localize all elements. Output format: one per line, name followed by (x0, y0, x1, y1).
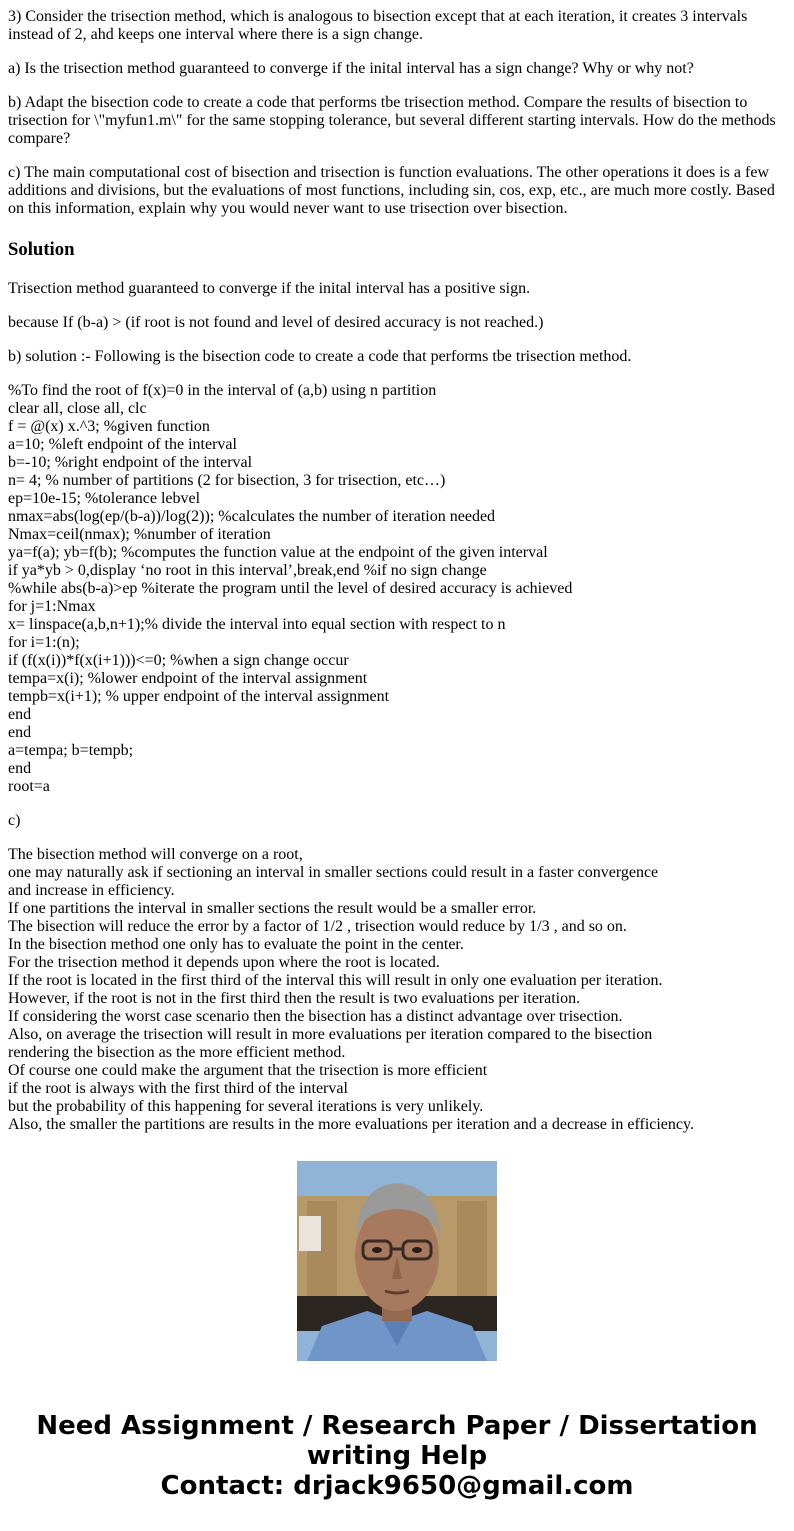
contact-banner (0, 1411, 794, 1501)
banner-contact-email: Contact: drjack9650@gmail.com (160, 1471, 634, 1501)
code-line: a=10; %left endpoint of the interval (8, 436, 237, 453)
answer-a-reason: because If (b-a) > (if root is not found and level of desired accuracy is not reached.) (8, 314, 544, 331)
code-line: if ya*yb > 0,display ‘no root in this interval’,break,end %if no sign change (8, 562, 487, 579)
answer-c-line: if the root is always with the first third of the interval (8, 1080, 348, 1097)
matlab-code-block (8, 382, 786, 796)
code-line: a=tempa; b=tempb; (8, 742, 134, 759)
question-part-a: a) Is the trisection method guaranteed to converge if the inital interval has a sign change? Why or why not? (8, 60, 694, 77)
answer-a-statement: Trisection method guaranteed to converge if the inital interval has a positive sign. (8, 280, 531, 297)
question-intro: 3) Consider the trisection method, which is analogous to bisection except that at each iteration, it creates 3 intervals instead of 2, ahd keeps one interval where there is a sign change. (8, 8, 748, 43)
code-line: end (8, 706, 32, 723)
code-line: tempa=x(i); %lower endpoint of the interval assignment (8, 670, 368, 687)
solution-heading: Solution (8, 239, 75, 260)
code-line: if (f(x(i))*f(x(i+1)))<=0; %when a sign change occur (8, 652, 349, 669)
code-line: %while abs(b-a)>ep %iterate the program until the level of desired accuracy is achieved (8, 580, 573, 597)
answer-c-line: Also, the smaller the partitions are results in the more evaluations per iteration and a decrease in efficiency. (8, 1116, 694, 1133)
answer-c-label: c) (8, 812, 21, 829)
code-line: end (8, 760, 32, 777)
question-part-b: b) Adapt the bisection code to create a code that performs tbe trisection method. Compare the results of bisection to trisection for \"myfun1.m\" for the same stopping tolerance, but several different starting intervals. How do the methods compare? (8, 94, 776, 147)
answer-c-line: Of course one could make the argument that the trisection is more efficient (8, 1062, 488, 1079)
answer-c-line: Also, on average the trisection will result in more evaluations per iteration compared to the bisection (8, 1026, 653, 1043)
answer-b-intro: b) solution :- Following is the bisection code to create a code that performs tbe trisection method. (8, 348, 632, 365)
code-line: tempb=x(i+1); % upper endpoint of the interval assignment (8, 688, 390, 705)
code-line: x= linspace(a,b,n+1);% divide the interval into equal section with respect to n (8, 616, 506, 633)
answer-c-block (8, 846, 786, 1134)
answer-c-line: If one partitions the interval in smaller sections the result would be a smaller error. (8, 900, 537, 917)
code-line: root=a (8, 778, 50, 795)
banner-line-2: writing Help (306, 1441, 488, 1471)
question-part-c: c) The main computational cost of bisection and trisection is function evaluations. The other operations it does is a few additions and divisions, but the evaluations of most functions, including sin, cos, exp, etc., are much more costly. Based on this information, explain why you would never want to use trisection over bisection. (8, 164, 775, 217)
answer-c-line: For the trisection method it depends upon where the root is located. (8, 954, 440, 971)
code-line: %To find the root of f(x)=0 in the interval of (a,b) using n partition (8, 382, 437, 399)
code-line: for j=1:Nmax (8, 598, 96, 615)
answer-c-line: In the bisection method one only has to evaluate the point in the center. (8, 936, 464, 953)
answer-c-line: but the probability of this happening for several iterations is very unlikely. (8, 1098, 484, 1115)
answer-c-line: If the root is located in the first third of the interval this will result in only one evaluation per iteration. (8, 972, 663, 989)
document-content (0, 8, 794, 1133)
code-line: n= 4; % number of partitions (2 for bisection, 3 for trisection, etc…) (8, 472, 446, 489)
answer-c-line: and increase in efficiency. (8, 882, 175, 899)
code-line: ep=10e-15; %tolerance lebvel (8, 490, 201, 507)
tutor-avatar (297, 1161, 497, 1361)
code-line: end (8, 724, 32, 741)
answer-c-line: If considering the worst case scenario then the bisection has a distinct advantage over trisection. (8, 1008, 623, 1025)
code-line: ya=f(a); yb=f(b); %computes the function value at the endpoint of the given interval (8, 544, 548, 561)
answer-c-line: The bisection method will converge on a root, (8, 846, 303, 863)
answer-c-line: However, if the root is not in the first third then the result is two evaluations per iteration. (8, 990, 581, 1007)
answer-c-line: rendering the bisection as the more efficient method. (8, 1044, 346, 1061)
person-photo-icon (297, 1161, 497, 1361)
code-line: nmax=abs(log(ep/(b-a))/log(2)); %calculates the number of iteration needed (8, 508, 496, 525)
code-line: f = @(x) x.^3; %given function (8, 418, 210, 435)
code-line: b=-10; %right endpoint of the interval (8, 454, 253, 471)
code-line: clear all, close all, clc (8, 400, 147, 417)
answer-c-line: The bisection will reduce the error by a factor of 1/2 , trisection would reduce by 1/3 , and so on. (8, 918, 627, 935)
answer-c-line: one may naturally ask if sectioning an interval in smaller sections could result in a faster convergence (8, 864, 659, 881)
code-line: for i=1:(n); (8, 634, 80, 651)
page (0, 8, 794, 1531)
banner-line-1: Need Assignment / Research Paper / Dissertation (36, 1411, 758, 1441)
code-line: Nmax=ceil(nmax); %number of iteration (8, 526, 271, 543)
